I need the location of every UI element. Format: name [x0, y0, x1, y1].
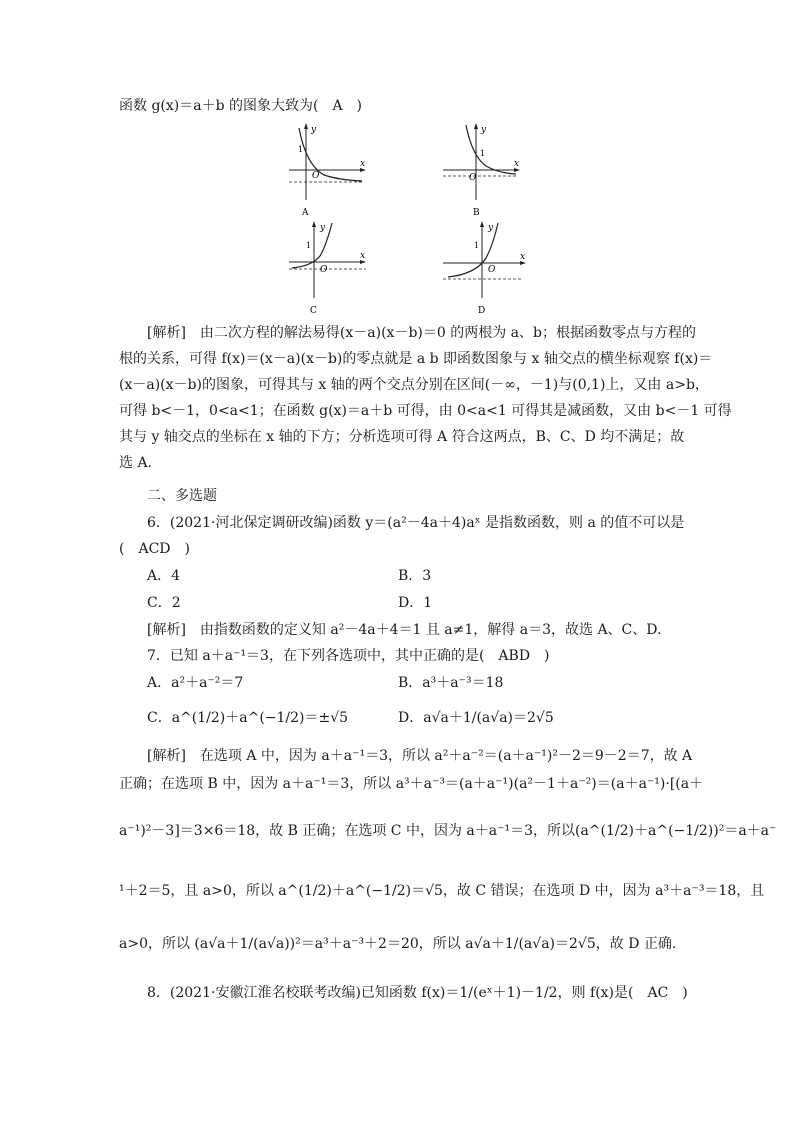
q7-option-d: D．a√a＋1/(a√a)＝2√5 [398, 710, 554, 726]
graph-c-x-label: x [360, 251, 366, 261]
graph-b-label: B [473, 208, 480, 218]
graph-a [284, 120, 374, 220]
graph-a-origin: O [312, 171, 320, 181]
graph-d-x-label: x [520, 252, 526, 262]
q6-stem-line-1: 6．(2021·河北保定调研改编)函数 y＝(a²－4a＋4)aˣ 是指数函数，则 a 的值不可以是 [147, 515, 685, 531]
graph-d-label: D [478, 306, 486, 316]
question-intro: 函数 g(x)＝a＋b 的图象大致为( A ) [119, 98, 363, 114]
graph-c [284, 218, 374, 318]
q7-stem: 7．已知 a＋a⁻¹＝3，在下列各选项中，其中正确的是( ABD ) [147, 648, 550, 664]
q6-option-c: C．2 [147, 595, 181, 611]
graph-c-origin: O [320, 265, 328, 275]
q7-option-a: A．a²＋a⁻²＝7 [147, 675, 244, 691]
q7-analysis-line-3: a⁻¹)²－3]＝3×6＝18，故 B 正确；在选项 C 中，因为 a＋a⁻¹＝3，所以(a^(1/2)＋a^(−1/2))²＝a＋a⁻ [119, 823, 777, 839]
graph-a-x-label: x [360, 159, 366, 169]
graph-d-origin: O [488, 265, 496, 275]
analysis5-line-6: 选 A. [119, 455, 153, 471]
graph-d-tick: 1 [474, 241, 480, 250]
analysis5-line-5: 其与 y 轴交点的坐标在 x 轴的下方；分析选项可得 A 符合这两点，B、C、D 均不满足；故 [119, 429, 685, 445]
q7-option-c: C．a^(1/2)＋a^(−1/2)＝±√5 [147, 710, 349, 726]
q6-analysis: [解析] 由指数函数的定义知 a²－4a＋4＝1 且 a≠1，解得 a＝3，故选 A、C、D. [147, 622, 662, 638]
analysis5-line-2: 根的关系，可得 f(x)＝(x－a)(x－b)的零点就是 a b 即函数图象与 x 轴交点的横坐标观察 f(x)＝ [119, 351, 713, 367]
q6-stem-line-2: ( ACD ) [119, 541, 190, 557]
graph-a-y-label: y [311, 125, 317, 135]
graph-b-tick: 1 [480, 149, 486, 158]
q7-analysis-line-1: [解析] 在选项 A 中，因为 a＋a⁻¹＝3，所以 a²＋a⁻²＝(a＋a⁻¹)²－2＝9－2＝7，故 A [147, 748, 693, 764]
q6-option-d: D．1 [398, 595, 433, 611]
q7-analysis-line-5: a>0，所以 (a√a＋1/(a√a))²＝a³＋a⁻³＋2＝20，所以 a√a＋1/(a√a)＝2√5，故 D 正确. [119, 936, 677, 952]
graph-b-x-label: x [514, 159, 520, 169]
analysis5-line-1: [解析] 由二次方程的解法易得(x－a)(x－b)＝0 的两根为 a、b；根据函数零点与方程的 [147, 325, 696, 341]
graph-d-y-label: y [488, 223, 494, 233]
analysis5-line-4: 可得 b<－1，0<a<1；在函数 g(x)＝a＋b 可得，由 0<a<1 可得其是减函数，又由 b<－1 可得 [119, 403, 732, 419]
q6-option-b: B．3 [398, 568, 432, 584]
q7-analysis-line-2: 正确；在选项 B 中，因为 a＋a⁻¹＝3，所以 a³＋a⁻³＝(a＋a⁻¹)(a²－1＋a⁻²)＝(a＋a⁻¹)·[(a＋ [119, 776, 704, 792]
graph-c-tick: 1 [306, 241, 312, 250]
graph-a-label: A [302, 208, 309, 218]
graph-b-y-label: y [481, 125, 487, 135]
graph-b [438, 120, 528, 220]
graph-c-label: C [310, 306, 317, 316]
q7-option-b: B．a³＋a⁻³＝18 [398, 675, 504, 691]
q6-option-a: A．4 [147, 568, 181, 584]
graph-a-tick: 1 [298, 145, 304, 154]
graph-d [438, 218, 528, 318]
analysis5-line-3: (x－a)(x－b)的图象，可得其与 x 轴的两个交点分别在区间(－∞，－1)与(0,1)上，又由 a>b， [119, 377, 709, 393]
graph-c-y-label: y [320, 223, 326, 233]
q8-stem: 8．(2021·安徽江淮名校联考改编)已知函数 f(x)＝1/(eˣ＋1)－1/2，则 f(x)是( AC ) [147, 985, 688, 1001]
section-title: 二、多选题 [147, 488, 217, 504]
graph-b-origin: O [469, 173, 477, 183]
q7-analysis-line-4: ¹＋2＝5，且 a>0，所以 a^(1/2)＋a^(−1/2)＝√5，故 C 错误；在选项 D 中，因为 a³＋a⁻³＝18，且 [119, 883, 765, 899]
